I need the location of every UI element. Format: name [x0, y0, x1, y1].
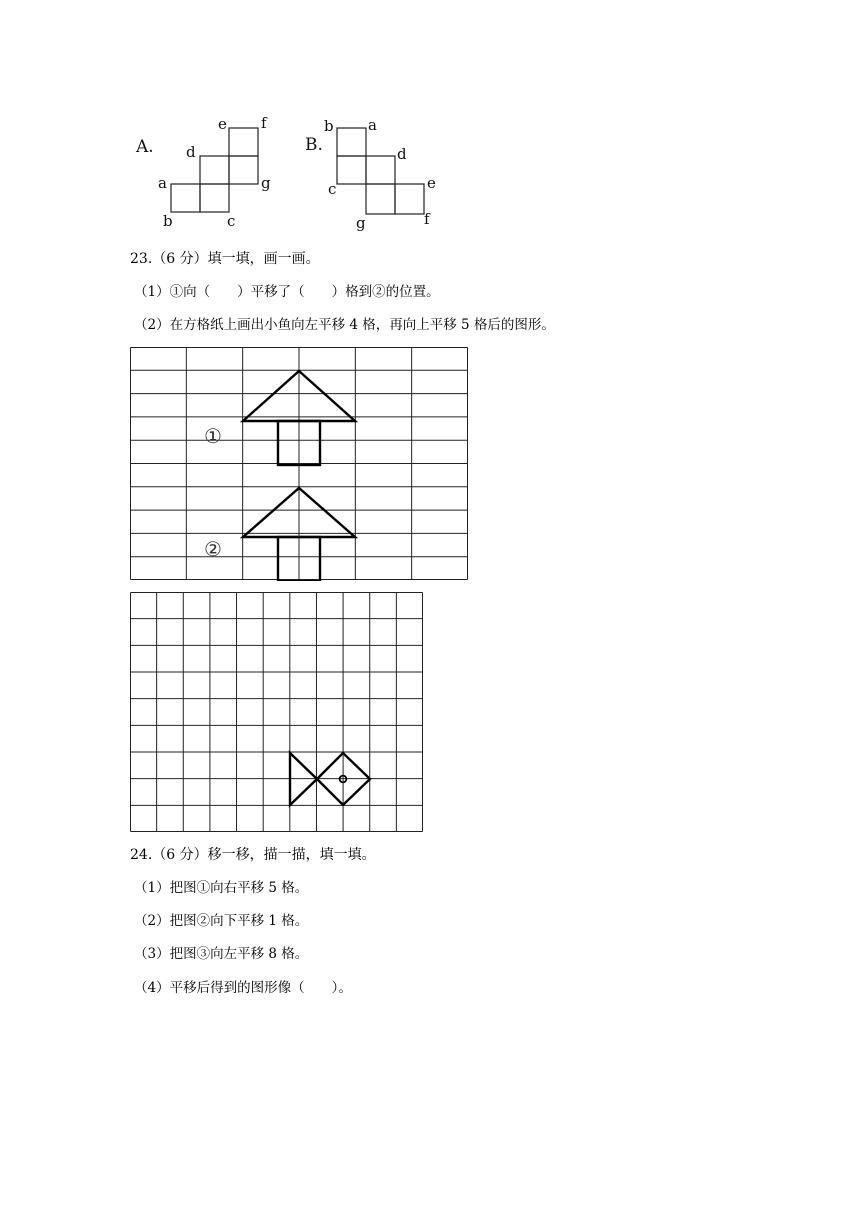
- shape-1-label: ①: [204, 424, 222, 448]
- option-b-label: B.: [305, 135, 323, 155]
- option-b-vertex-a: a: [368, 116, 377, 134]
- question-24-part-3: （3）把图③向左平移 8 格。: [134, 946, 309, 962]
- option-b-vertex-f: f: [424, 210, 430, 228]
- option-a-net: [171, 128, 258, 212]
- grid-2-lines: [131, 593, 423, 832]
- translation-grid-1: [130, 347, 469, 581]
- option-b-vertex-labels: [324, 116, 436, 232]
- cube-nets-figure: [130, 108, 460, 238]
- question-24-part-1: （1）把图①向右平移 5 格。: [134, 880, 309, 896]
- option-a-vertex-e: e: [218, 115, 227, 133]
- option-a-vertex-c: c: [227, 212, 236, 230]
- option-b-vertex-c: c: [328, 180, 337, 198]
- question-23-title: 23.（6 分）填一填，画一画。: [130, 251, 320, 267]
- question-24-part-2: （2）把图②向下平移 1 格。: [134, 913, 309, 929]
- option-a-vertex-g: g: [261, 174, 271, 192]
- option-b-vertex-e: e: [427, 174, 436, 192]
- option-a-vertex-b: b: [163, 212, 173, 230]
- option-b-vertex-g: g: [356, 214, 366, 232]
- grid-1-lines: [131, 348, 468, 580]
- option-b-vertex-b: b: [324, 117, 334, 135]
- option-b-net: [337, 128, 424, 214]
- question-24-part-4: （4）平移后得到的图形像（ ）。: [134, 980, 352, 996]
- option-a-vertex-d: d: [186, 143, 196, 161]
- shape-2-label: ②: [204, 537, 222, 561]
- option-a-label: A.: [136, 137, 154, 157]
- option-a-vertex-labels: [158, 114, 271, 230]
- option-a-vertex-f: f: [261, 114, 267, 132]
- question-23-part-2: （2）在方格纸上画出小鱼向左平移 4 格，再向上平移 5 格后的图形。: [134, 317, 555, 333]
- option-b-vertex-d: d: [397, 145, 407, 163]
- question-24-title: 24.（6 分）移一移，描一描，填一填。: [130, 847, 376, 863]
- option-a-vertex-a: a: [158, 174, 167, 192]
- translation-grid-2: [130, 592, 424, 833]
- question-23-part-1: （1）①向（ ）平移了（ ）格到②的位置。: [134, 284, 440, 300]
